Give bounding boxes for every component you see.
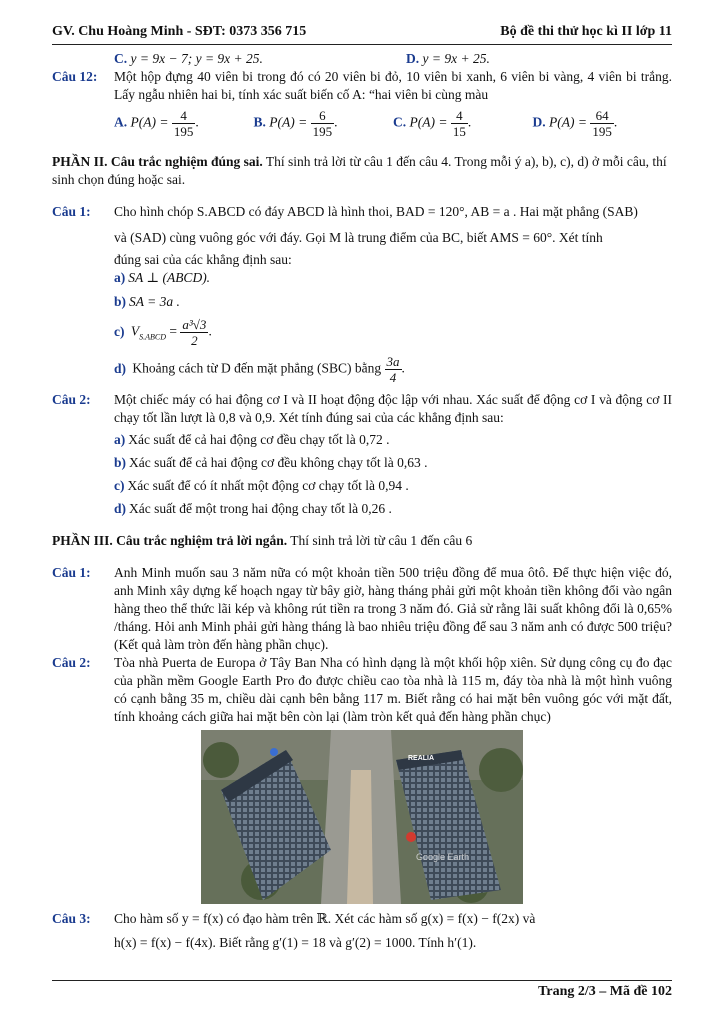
question-label: Câu 3:: [52, 911, 91, 926]
part2-question-1: [52, 203, 672, 221]
fraction: $\frac{\text{a³√3}}{2}$: [182, 317, 207, 348]
question-text: Một hộp đựng 40 viên bi trong đó có 20 viên bi đỏ, 10 viên bi xanh, 6 viên bi vàng, 4 viên bi trắng. Lấy ngẫu nhiên hai bi, tính xác suất biến cố A: “hai viên bi cùng màu: [114, 69, 672, 102]
option-a: A. P(A) = $\frac{4}{195}$ .: [114, 108, 199, 139]
header-divider: [52, 44, 672, 45]
section-instructions: Thí sinh trả lời từ câu 1 đến câu 4. Trong mỗi ý a), b), c), d) ở mỗi câu, thí sinh chọn đúng hoặc sai.: [52, 154, 667, 187]
question-text-line-1: Cho hình chóp S.ABCD có đáy ABCD là hình thoi, BAD = 120°, AB = a . Hai mặt phẳng (SAB): [114, 204, 638, 219]
question-text-line-3: đúng sai của các khẳng định sau:: [114, 252, 292, 267]
part3-question-3: [52, 910, 672, 928]
question-text: Anh Minh muốn sau 3 năm nữa có một khoản tiền 500 triệu đồng để mua ôtô. Để thực hiện việc đó, anh Minh xây dựng kế hoạch ngay từ bây giờ, hàng tháng phải gửi một khoản tiền không đổi vào ngân hàng theo thể thức lãi kép và không rút tiền ra trong 3 năm đó. Giả sử rằng lãi suất không đổi là 0,65% /tháng. Hỏi anh Minh phải gửi hàng tháng là bao nhiêu triệu đồng để sau 3 năm anh có được 500 triệu? (Kết quả làm tròn đến hàng phần chục).: [114, 565, 672, 652]
fraction: $\frac{6}{195}$: [312, 108, 333, 139]
option-c: C. P(A) = $\frac{4}{15}$ .: [393, 108, 472, 139]
page-footer: Trang 2/3 – Mã đề 102: [538, 984, 672, 999]
statement-a: a) SA ⊥ (ABCD).: [114, 270, 211, 285]
header-exam-title: Bộ đề thi thử học kì II lớp 11: [500, 24, 672, 39]
question-label: Câu 2:: [52, 655, 91, 670]
statement-c: c) Xác suất để có ít nhất một động cơ chạy tốt là 0,94 .: [114, 478, 409, 493]
option-c: C. y = 9x − 7; y = 9x + 25.: [114, 51, 263, 66]
question-text-line-2: và (SAD) cùng vuông góc với đáy. Gọi M là trung điểm của BC, biết AMS = 60°. Xét tính: [114, 230, 603, 245]
statement-c: c) $V_{S.ABCD}$ = $\frac{\text{a³√3}}{2}$ .: [114, 317, 212, 348]
part-3-heading: [52, 532, 672, 550]
statement-b: b) SA = 3a .: [114, 294, 180, 309]
section-title: PHẦN III. Câu trắc nghiệm trả lời ngắn.: [52, 533, 288, 548]
footer-divider: [52, 980, 672, 981]
option-d: D. y = 9x + 25.: [406, 51, 490, 66]
statement-b: b) Xác suất để cả hai động cơ đều không chạy tốt là 0,63 .: [114, 455, 428, 470]
part2-question-2: [52, 391, 672, 427]
section-instructions: Thí sinh trả lời từ câu 1 đến câu 6: [290, 533, 473, 548]
puerta-de-europa-aerial-photo: [201, 730, 523, 904]
part3-question-1: [52, 564, 672, 654]
question-label: Câu 2:: [52, 392, 91, 407]
map-marker-icon: [270, 748, 278, 756]
statement-a: a) Xác suất để cả hai động cơ đều chạy tốt là 0,72 .: [114, 432, 390, 447]
building-sign: REALIA: [408, 755, 435, 762]
part3-question-2: [52, 654, 672, 726]
page-body: [52, 50, 672, 952]
prev-question-options: [52, 50, 672, 68]
statement-d: d) Xác suất để một trong hai động chay tốt là 0,26 .: [114, 501, 392, 516]
question-text: Tòa nhà Puerta de Europa ở Tây Ban Nha có hình dạng là một khối hộp xiên. Sử dụng công cụ đo đạc của phần mềm Google Earth Pro đo được chiều cao tòa nhà là 115 m, đáy tòa nhà là một hình vuông có cạnh bằng 35 m, chiều dài cạnh bên bằng 117 m. Biết rằng có hai mặt bên vuông góc với mặt đất, tính khoảng cách giữa hai mặt bên còn lại (làm tròn kết quả đến hàng phần chục): [114, 655, 672, 724]
question-label: Câu 1:: [52, 204, 91, 219]
header-author: GV. Chu Hoàng Minh - SĐT: 0373 356 715: [52, 24, 307, 39]
question-label: Câu 1:: [52, 565, 91, 580]
question-text-line-1: Cho hàm số y = f(x) có đạo hàm trên ℝ. Xét các hàm số g(x) = f(x) − f(2x) và: [114, 911, 536, 926]
question-label: Câu 12:: [52, 69, 98, 84]
option-b: B. P(A) = $\frac{6}{195}$ .: [253, 108, 338, 139]
question-12-options: [52, 108, 672, 139]
question-text-line-2: h(x) = f(x) − f(4x). Biết rằng g′(1) = 18 và g′(2) = 1000. Tính h′(1).: [114, 935, 477, 950]
question-text: Một chiếc máy có hai động cơ I và II hoạt động độc lập với nhau. Xác suất để động cơ I và động cơ II chạy tốt lần lượt là 0,8 và 0,9. Xét tính đúng sai của các khẳng định sau:: [114, 392, 672, 425]
photo-watermark: Google Earth: [416, 852, 470, 862]
section-title: PHẦN II. Câu trắc nghiệm đúng sai.: [52, 154, 263, 169]
fraction: $\frac{4}{15}$: [452, 108, 466, 139]
option-d: D. P(A) = $\frac{64}{195}$ .: [532, 108, 618, 139]
part-2-heading: [52, 153, 672, 189]
fraction: $\frac{3a}{4}$: [386, 354, 400, 385]
fraction: $\frac{64}{195}$: [592, 108, 612, 139]
fraction: $\frac{4}{195}$: [173, 108, 194, 139]
question-12: [52, 68, 672, 104]
statement-d: d) Khoảng cách từ D đến mặt phẳng (SBC) bằng $\frac{3a}{4}$ .: [114, 354, 405, 385]
